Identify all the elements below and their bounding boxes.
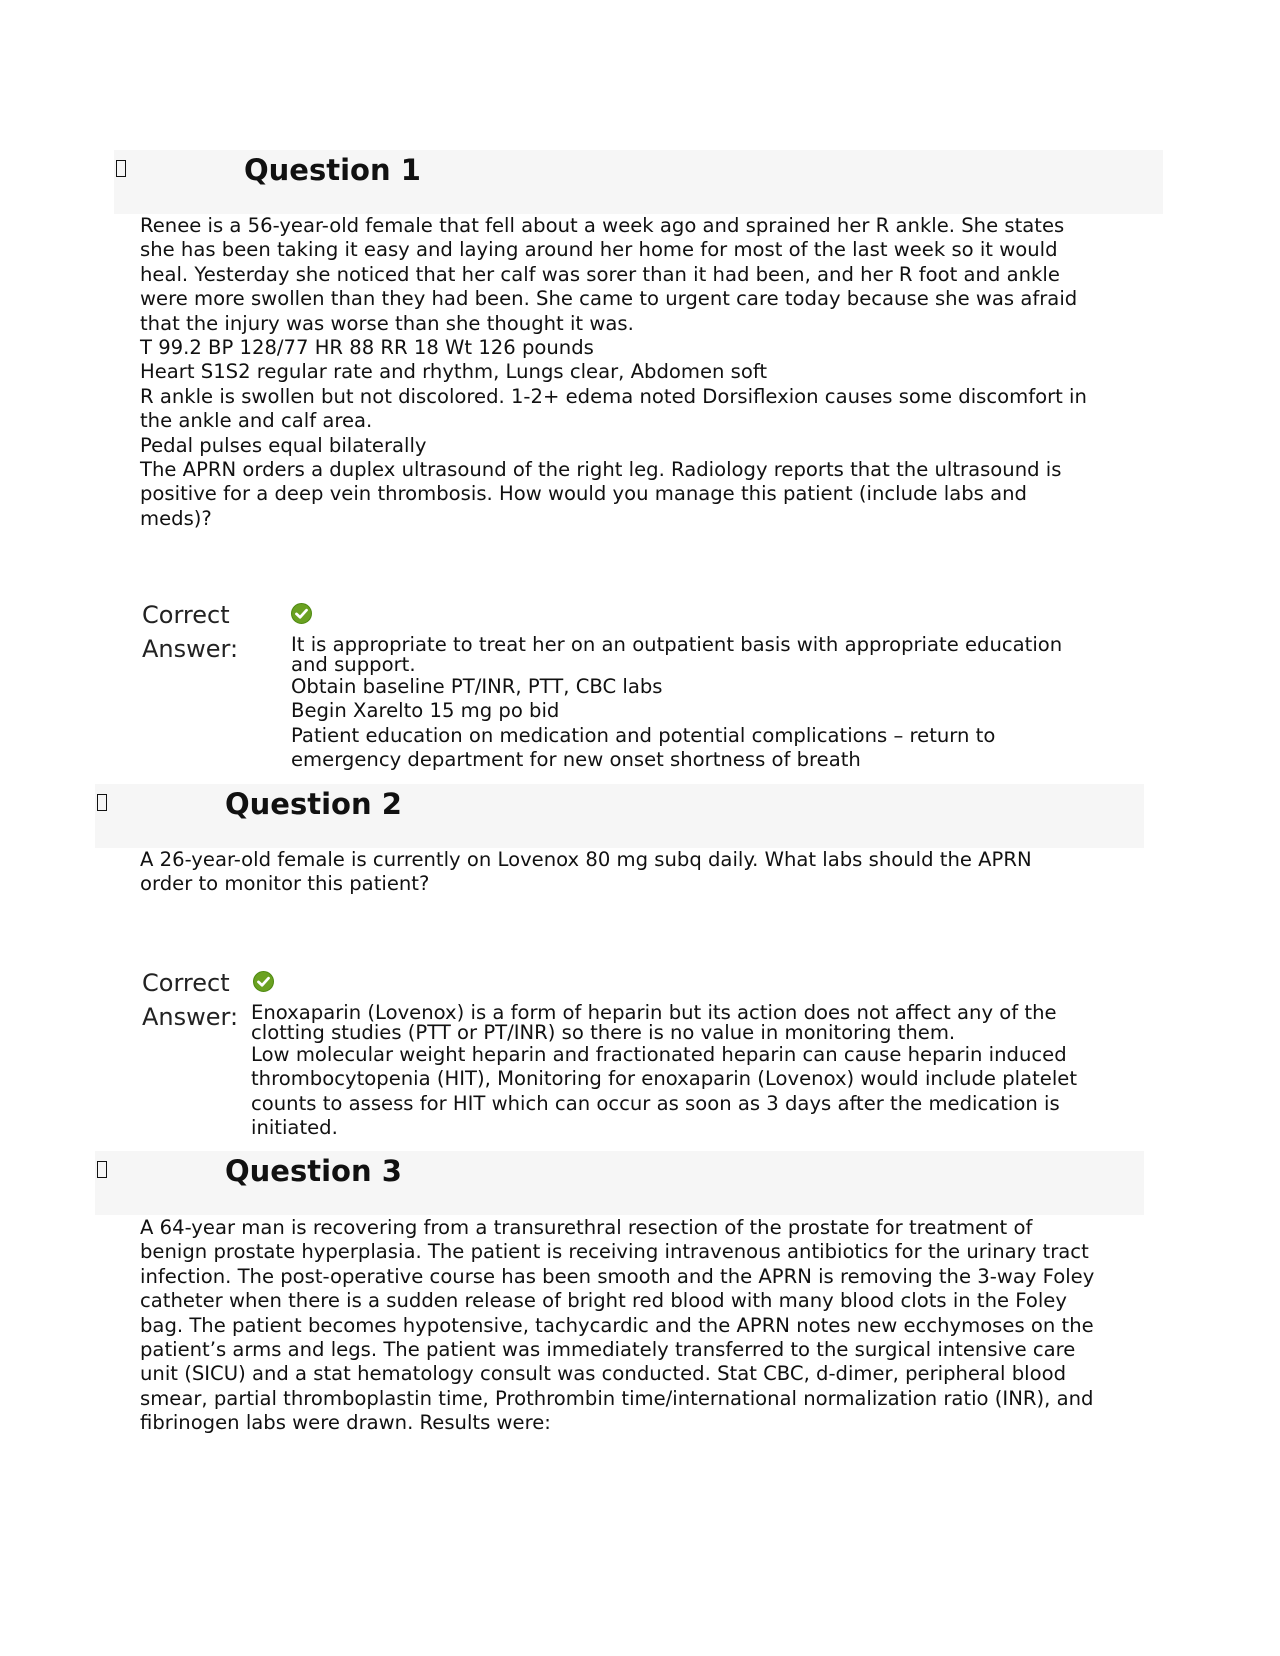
question-1-pulses: Pedal pulses equal bilaterally bbox=[140, 433, 427, 457]
answer-line: Low molecular weight heparin and fractionated heparin can cause heparin induced thrombocytopenia (HIT), Monitoring for enoxaparin (Lovenox) would include platelet counts to assess for HIT which can occur as soon as 3 days after the medication is initiated. bbox=[251, 1043, 1077, 1140]
question-2-prompt: A 26-year-old female is currently on Lovenox 80 mg subq daily. What labs should the APRN order to monitor this patient? bbox=[140, 848, 1032, 896]
flag-marker-icon[interactable] bbox=[97, 1161, 107, 1178]
answer-line: Obtain baseline PT/INR, PTT, CBC labs bbox=[291, 675, 663, 698]
question-1-paragraph: Renee is a 56-year-old female that fell about a week ago and sprained her R ankle. She states she has been taking it easy and laying around her home for most of the last week so it would heal. Yesterday she noticed that her calf was sorer than it had been, and her R foot and ankle were more swollen than they had been. She came to urgent care today because she was afraid that the injury was worse than she thought it was. bbox=[140, 214, 1078, 335]
answer-label: Answer: bbox=[142, 635, 239, 663]
correct-label: Correct bbox=[142, 601, 230, 629]
question-3-title: Question 3 bbox=[225, 1154, 402, 1188]
answer-line: It is appropriate to treat her on an outpatient basis with appropriate education and support. bbox=[291, 633, 1063, 676]
checkmark-icon bbox=[291, 603, 312, 624]
answer-line: Enoxaparin (Lovenox) is a form of heparin but its action does not affect any of the clotting studies (PTT or PT/INR) so there is no value in monitoring them. bbox=[251, 1001, 1057, 1044]
question-1-body bbox=[140, 214, 1100, 531]
question-2-body bbox=[140, 848, 1070, 897]
flag-marker-icon[interactable] bbox=[97, 794, 107, 811]
answer-label: Answer: bbox=[142, 1003, 239, 1031]
question-1-ankle: R ankle is swollen but not discolored. 1-2+ edema noted Dorsiflexion causes some discomfort in the ankle and calf area. bbox=[140, 384, 1087, 433]
correct-label: Correct bbox=[142, 969, 230, 997]
flag-marker-icon[interactable] bbox=[116, 160, 126, 177]
answer-line: Begin Xarelto 15 mg po bid bbox=[291, 699, 560, 723]
answer-line: Patient education on medication and potential complications – return to emergency department for new onset shortness of breath bbox=[291, 723, 996, 772]
question-1-vitals: T 99.2 BP 128/77 HR 88 RR 18 Wt 126 pounds bbox=[140, 336, 594, 360]
checkmark-icon bbox=[253, 971, 274, 992]
question-1-title: Question 1 bbox=[244, 153, 421, 187]
question-2-answer bbox=[251, 1003, 1081, 1141]
question-1-exam: Heart S1S2 regular rate and rhythm, Lungs clear, Abdomen soft bbox=[140, 360, 768, 384]
question-1-header bbox=[114, 150, 1163, 214]
question-3-prompt: A 64-year man is recovering from a transurethral resection of the prostate for treatment of benign prostate hyperplasia. The patient is receiving intravenous antibiotics for the urinary tract infection. The post-operative course has been smooth and the APRN is removing the 3-way Foley catheter when there is a sudden release of bright red blood with many blood clots in the Foley bag. The patient becomes hypotensive, tachycardic and the APRN notes new ecchymoses on the patient’s arms and legs. The patient was immediately transferred to the surgical intensive care unit (SICU) and a stat hematology consult was conducted. Stat CBC, d-dimer, peripheral blood smear, partial thromboplastin time, Prothrombin time/international normalization ratio (INR), and fibrinogen labs were drawn. Results were: bbox=[140, 1216, 1095, 1435]
question-2-title: Question 2 bbox=[225, 787, 402, 821]
question-1-prompt: The APRN orders a duplex ultrasound of the right leg. Radiology reports that the ultrasound is positive for a deep vein thrombosis. How would you manage this patient (include labs and meds)? bbox=[140, 458, 1062, 530]
question-1-answer bbox=[291, 635, 1081, 773]
question-2-header bbox=[95, 784, 1144, 848]
question-3-body bbox=[140, 1216, 1105, 1436]
question-3-header bbox=[95, 1151, 1144, 1215]
